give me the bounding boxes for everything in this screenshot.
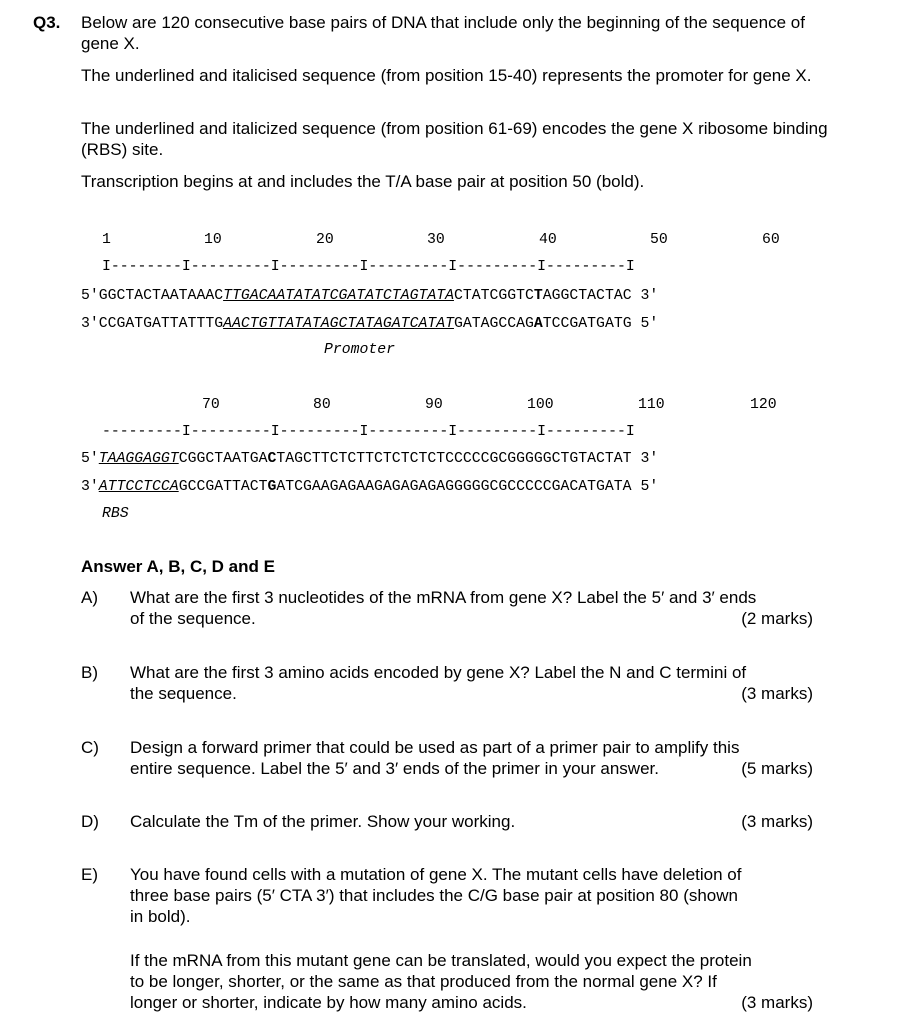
answer-e-followup-text: If the mRNA from this mutant gene can be translated, would you expect the protein to be longer, shorter, or the same as that produced from the normal gene X? If longer or shorter, indicate by how many amino acids.	[130, 951, 752, 1012]
answer-d-marks: (3 marks)	[741, 812, 813, 831]
rbs-top: TAAGGAGGT	[98, 451, 179, 467]
answer-b-text: What are the first 3 amino acids encoded by gene X? Label the N and C termini of the sequence.	[130, 663, 747, 703]
dna-bottom-strand-1: 3'CCGATGATTATTTGAACTGTTATATAGCTATAGATCATATGATAGCCAGATCCGATGATG 5'	[81, 316, 659, 332]
answer-e-text: You have found cells with a mutation of gene X. The mutant cells have deletion of three base pairs (5′ CTA 3′) that includes the C/G base pair at position 80 (shown in bold).	[130, 865, 742, 926]
position-70: 70	[202, 397, 220, 413]
promoter-top: TTGACAATATATCGATATCTAGTATA	[223, 288, 454, 304]
position-40: 40	[539, 232, 557, 248]
answer-c-text: Design a forward primer that could be used as part of a primer pair to amplify this entire sequence. Label the 5′ and 3′ ends of the primer in your answer.	[130, 738, 740, 778]
intro-paragraph-3: The underlined and italicized sequence (from position 61-69) encodes the gene X ribosome binding (RBS) site.	[81, 119, 828, 159]
ruler-1: I--------I---------I---------I---------I---------I---------I	[102, 259, 635, 275]
answer-a-text: What are the first 3 nucleotides of the mRNA from gene X? Label the 5′ and 3′ ends of the sequence.	[130, 588, 757, 628]
answer-d-text: Calculate the Tm of the primer. Show your working.	[130, 812, 516, 831]
answer-e-marks: (3 marks)	[741, 993, 813, 1012]
position-30: 30	[427, 232, 445, 248]
answer-c-letter: C)	[81, 738, 99, 757]
position-110: 110	[638, 397, 665, 413]
answer-a-letter: A)	[81, 588, 98, 607]
mutation-site-bottom: G	[267, 479, 277, 495]
position-50: 50	[650, 232, 668, 248]
dna-top-strand-1: 5'GGCTACTAATAAACTTGACAATATATCGATATCTAGTATACTATCGGTCTAGGCTACTAC 3'	[81, 288, 659, 304]
position-100: 100	[527, 397, 554, 413]
position-20: 20	[316, 232, 334, 248]
answer-a-marks: (2 marks)	[741, 609, 813, 628]
promoter-bottom: AACTGTTATATAGCTATAGATCATAT	[223, 316, 454, 332]
position-80: 80	[313, 397, 331, 413]
intro-paragraph-2: The underlined and italicised sequence (from position 15-40) represents the promoter for gene X.	[81, 66, 812, 85]
position-10: 10	[204, 232, 222, 248]
position-60: 60	[762, 232, 780, 248]
promoter-label: Promoter	[324, 342, 396, 358]
answer-e-letter: E)	[81, 865, 98, 884]
intro-paragraph-4: Transcription begins at and includes the T/A base pair at position 50 (bold).	[81, 172, 645, 191]
rbs-label: RBS	[102, 506, 129, 522]
mutation-site-top: C	[267, 451, 277, 467]
position-1: 1	[102, 232, 111, 248]
transcription-start-bottom: A	[533, 316, 543, 332]
answers-heading: Answer A, B, C, D and E	[81, 557, 275, 576]
answer-d-letter: D)	[81, 812, 99, 831]
position-90: 90	[425, 397, 443, 413]
rbs-bottom: ATTCCTCCA	[98, 479, 179, 495]
ruler-2: ---------I---------I---------I---------I---------I---------I	[102, 424, 635, 440]
dna-top-strand-2: 5'TAAGGAGGTCGGCTAATGACTAGCTTCTCTTCTCTCTCTCCCCCGCGGGGGCTGTACTAT 3'	[81, 451, 659, 467]
intro-paragraph-1: Below are 120 consecutive base pairs of DNA that include only the beginning of the sequence of gene X.	[81, 13, 805, 53]
answer-c-marks: (5 marks)	[741, 759, 813, 778]
answer-b-letter: B)	[81, 663, 98, 682]
question-number: Q3.	[33, 13, 61, 32]
answer-b-marks: (3 marks)	[741, 684, 813, 703]
transcription-start-top: T	[533, 288, 543, 304]
dna-bottom-strand-2: 3'ATTCCTCCAGCCGATTACTGATCGAAGAGAAGAGAGAGAGGGGGCGCCCCCGACATGATA 5'	[81, 479, 659, 495]
position-120: 120	[750, 397, 777, 413]
